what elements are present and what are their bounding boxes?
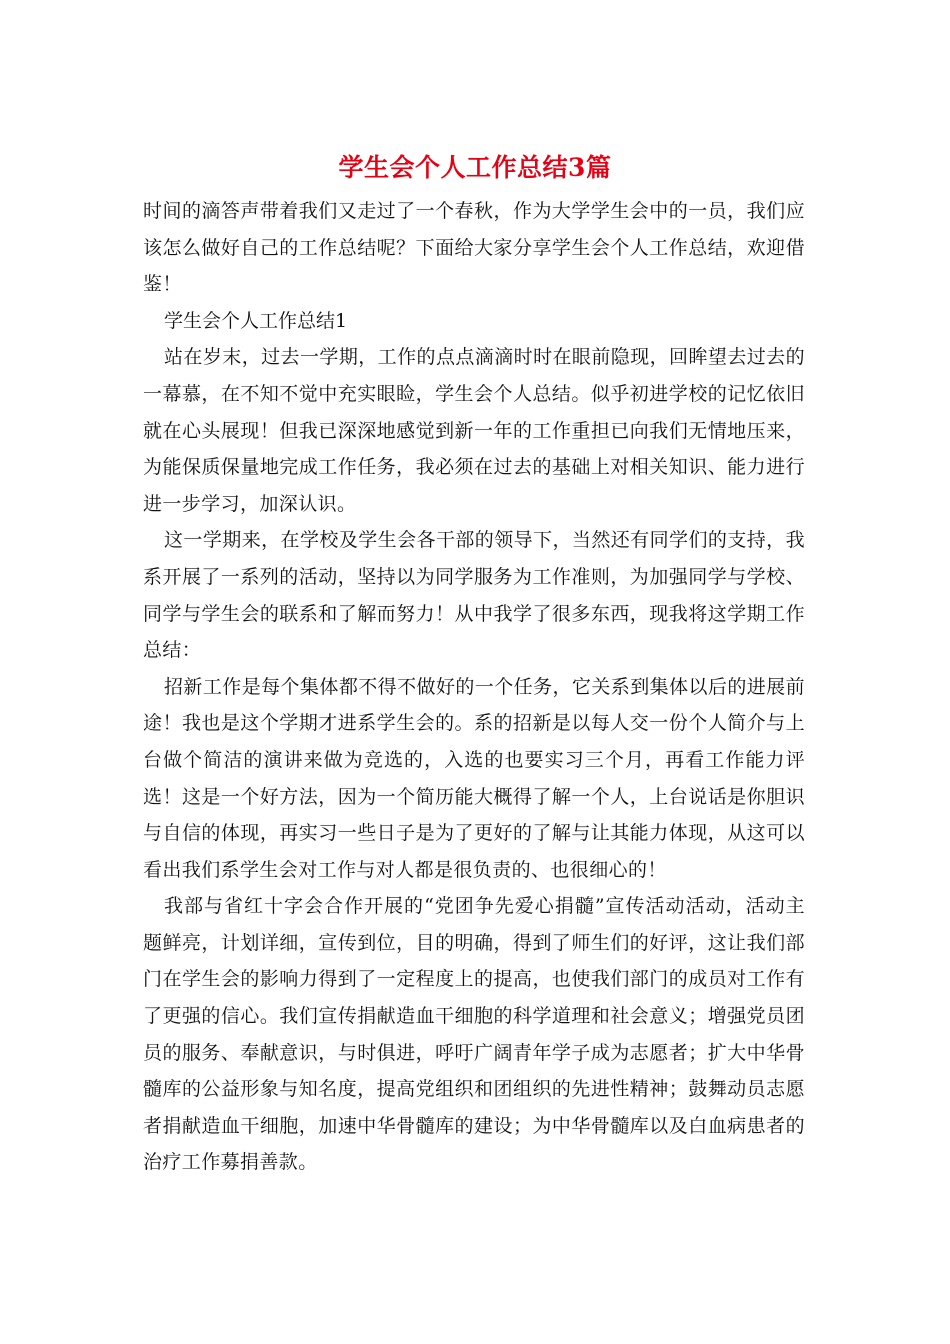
section-heading: 学生会个人工作总结1	[164, 309, 348, 332]
intro-paragraph: 时间的滴答声带着我们又走过了一个春秋，作为大学学生会中的一员，我们应该怎么做好自己的工作总结呢？下面给大家分享学生会个人工作总结，欢迎借鉴！	[143, 200, 805, 296]
document-body	[143, 193, 805, 1181]
body-paragraph-4: 我部与省红十字会合作开展的“党团争先爱心捐髓”宣传活动活动，活动主题鲜亮，计划详细，宣传到位，目的明确，得到了师生们的好评，这让我们部门在学生会的影响力得到了一定程度上的提高，也使我们部门的成员对工作有了更强的信心。我们宣传捐献造血干细胞的科学道理和社会意义；增强党员团员的服务、奉献意识，与时俱进，呼吁广阔青年学子成为志愿者；扩大中华骨髓库的公益形象与知名度，提高党组织和团组织的先进性精神；鼓舞动员志愿者捐献造血干细胞，加速中华骨髓库的建设；为中华骨髓库以及白血病患者的治疗工作募捐善款。	[143, 895, 805, 1174]
body-paragraph-3: 招新工作是每个集体都不得不做好的一个任务，它关系到集体以后的进展前途！我也是这个学期才进系学生会的。系的招新是以每人交一份个人简介与上台做个简洁的演讲来做为竞选的，入选的也要实习三个月，再看工作能力评选！这是一个好方法，因为一个简历能大概得了解一个人，上台说话是你胆识与自信的体现，再实习一些日子是为了更好的了解与让其能力体现，从这可以看出我们系学生会对工作与对人都是很负责的、也很细心的！	[143, 675, 805, 881]
document-title: 学生会个人工作总结3篇	[338, 153, 612, 182]
body-paragraph-1: 站在岁末，过去一学期，工作的点点滴滴时时在眼前隐现，回眸望去过去的一幕慕，在不知不觉中充实眼睑，学生会个人总结。似乎初进学校的记忆依旧就在心头展现！但我已深深地感觉到新一年的工作重担已向我们无情地压来，为能保质保量地完成工作任务，我必须在过去的基础上对相关知识、能力进行进一步学习，加深认识。	[143, 346, 805, 515]
body-paragraph-2: 这一学期来，在学校及学生会各干部的领导下，当然还有同学们的支持，我系开展了一系列的活动，坚持以为同学服务为工作准则，为加强同学与学校、同学与学生会的联系和了解而努力！从中我学了很多东西，现我将这学期工作总结：	[143, 529, 805, 662]
